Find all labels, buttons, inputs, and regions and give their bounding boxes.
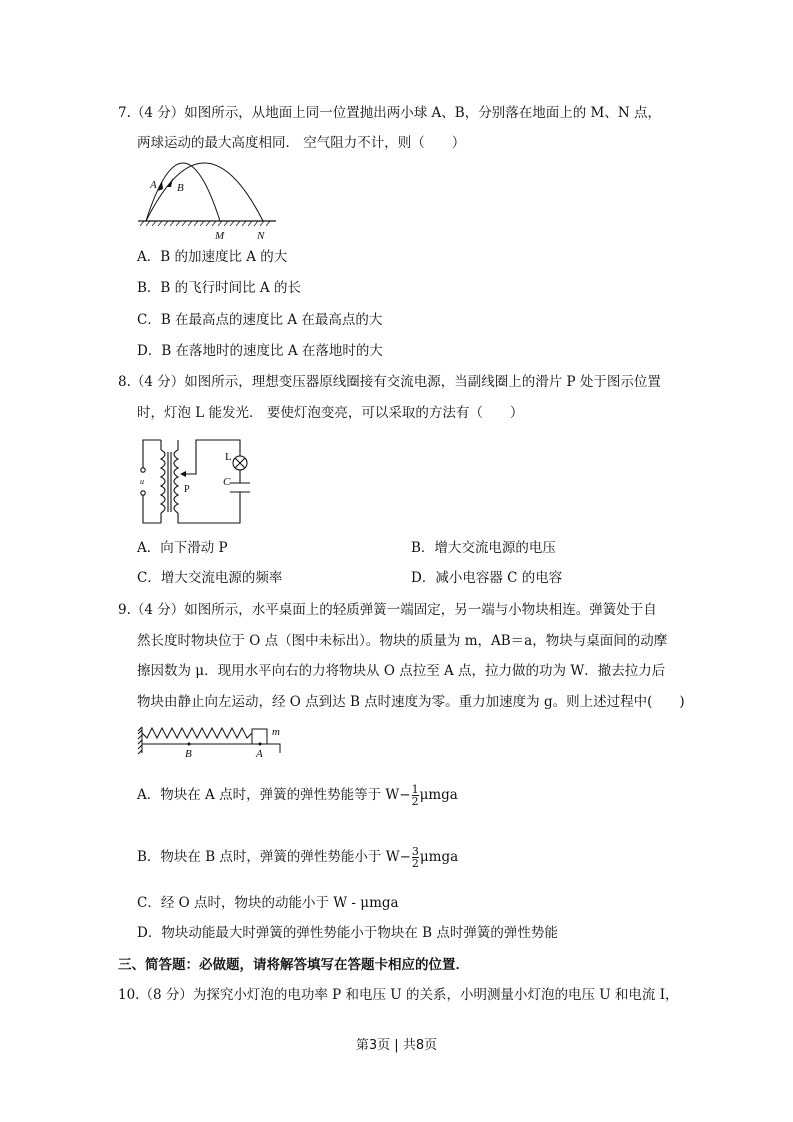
q9-stem-line3: 擦因数为 μ．现用水平向右的力将物块从 O 点拉至 A 点，拉力做的功为 W．撤去拉力后 (137, 663, 666, 679)
q7-label-b: B (177, 182, 184, 194)
q10-stem-line1: 10.（8 分）为探究小灯泡的电功率 P 和电压 U 的关系，小明测量小灯泡的电压 U 和电流 I， (118, 987, 679, 1003)
q9-option-a-text: A．物块在 A 点时，弹簧的弹性势能等于 W− (137, 787, 411, 803)
q7-option-c[interactable]: C．B 在最高点的速度比 A 在最高点的大 (137, 312, 383, 328)
q9-option-d[interactable]: D．物块动能最大时弹簧的弹性势能小于物块在 B 点时弹簧的弹性势能 (137, 925, 558, 941)
q9-label-b: B (185, 748, 192, 760)
fraction (412, 784, 419, 807)
numerator: 3 (411, 845, 419, 858)
q7-stem-line2: 两球运动的最大高度相同． 空气阻力不计，则（ ） (137, 135, 466, 151)
q9-stem-line4: 物块由静止向左运动，经 O 点到达 B 点时速度为零。重力加速度为 g。则上述过程中( ) (137, 694, 685, 710)
q7-stem-line1: 7.（4 分）如图所示，从地面上同一位置抛出两小球 A、B，分别落在地面上的 M、N 点， (118, 105, 661, 121)
q9-option-a-suffix: μmga (419, 787, 458, 803)
q8-option-a[interactable]: A．向下滑动 P (137, 540, 228, 556)
q9-option-c[interactable]: C．经 O 点时，物块的动能小于 W - μmga (137, 895, 399, 911)
q8-label-p: P (184, 484, 190, 495)
numerator: 1 (411, 783, 419, 796)
q9-label-m: m (272, 726, 280, 738)
q9-label-a: A (256, 748, 263, 760)
q8-label-l: L (225, 451, 232, 463)
q7-label-a: A (150, 179, 157, 191)
q7-option-d[interactable]: D．B 在落地时的速度比 A 在落地时的大 (137, 343, 383, 359)
q7-label-n: N (257, 230, 265, 242)
q8-option-d[interactable]: D．减小电容器 C 的电容 (411, 570, 563, 586)
q8-label-c: C (223, 476, 231, 488)
fraction (412, 846, 419, 869)
q8-stem-line1: 8.（4 分）如图所示，理想变压器原线圈接有交流电源，当副线圈上的滑片 P 处于图示位置 (118, 374, 661, 390)
q9-option-a[interactable] (137, 784, 458, 807)
q8-option-c[interactable]: C．增大交流电源的频率 (137, 570, 283, 586)
q9-stem-line1: 9.（4 分）如图所示，水平桌面上的轻质弹簧一端固定，另一端与小物块相连。弹簧处于自 (118, 602, 657, 618)
q8-label-u: u (140, 477, 144, 486)
q7-label-m: M (215, 230, 225, 242)
q7-option-b[interactable]: B．B 的飞行时间比 A 的长 (137, 280, 301, 296)
q8-option-b[interactable]: B．增大交流电源的电压 (411, 540, 556, 556)
q7-option-a[interactable]: A．B 的加速度比 A 的大 (137, 249, 288, 265)
q8-stem-line2: 时，灯泡 L 能发光． 要使灯泡变亮，可以采取的方法有（ ） (137, 405, 524, 421)
q9-option-b-suffix: μmga (419, 849, 459, 865)
q9-option-b[interactable] (137, 846, 458, 869)
page-footer: 第3页 | 共8页 (355, 1038, 438, 1053)
q9-stem-line2: 然长度时物块位于 O 点（图中未标出）。物块的质量为 m，AB＝a，物块与桌面间的动摩 (137, 633, 668, 649)
section-heading: 三、简答题：必做题，请将解答填写在答题卡相应的位置． (118, 957, 469, 973)
denominator: 2 (411, 795, 419, 808)
denominator: 2 (411, 857, 419, 870)
q9-option-b-text: B．物块在 B 点时，弹簧的弹性势能小于 W− (137, 849, 411, 865)
